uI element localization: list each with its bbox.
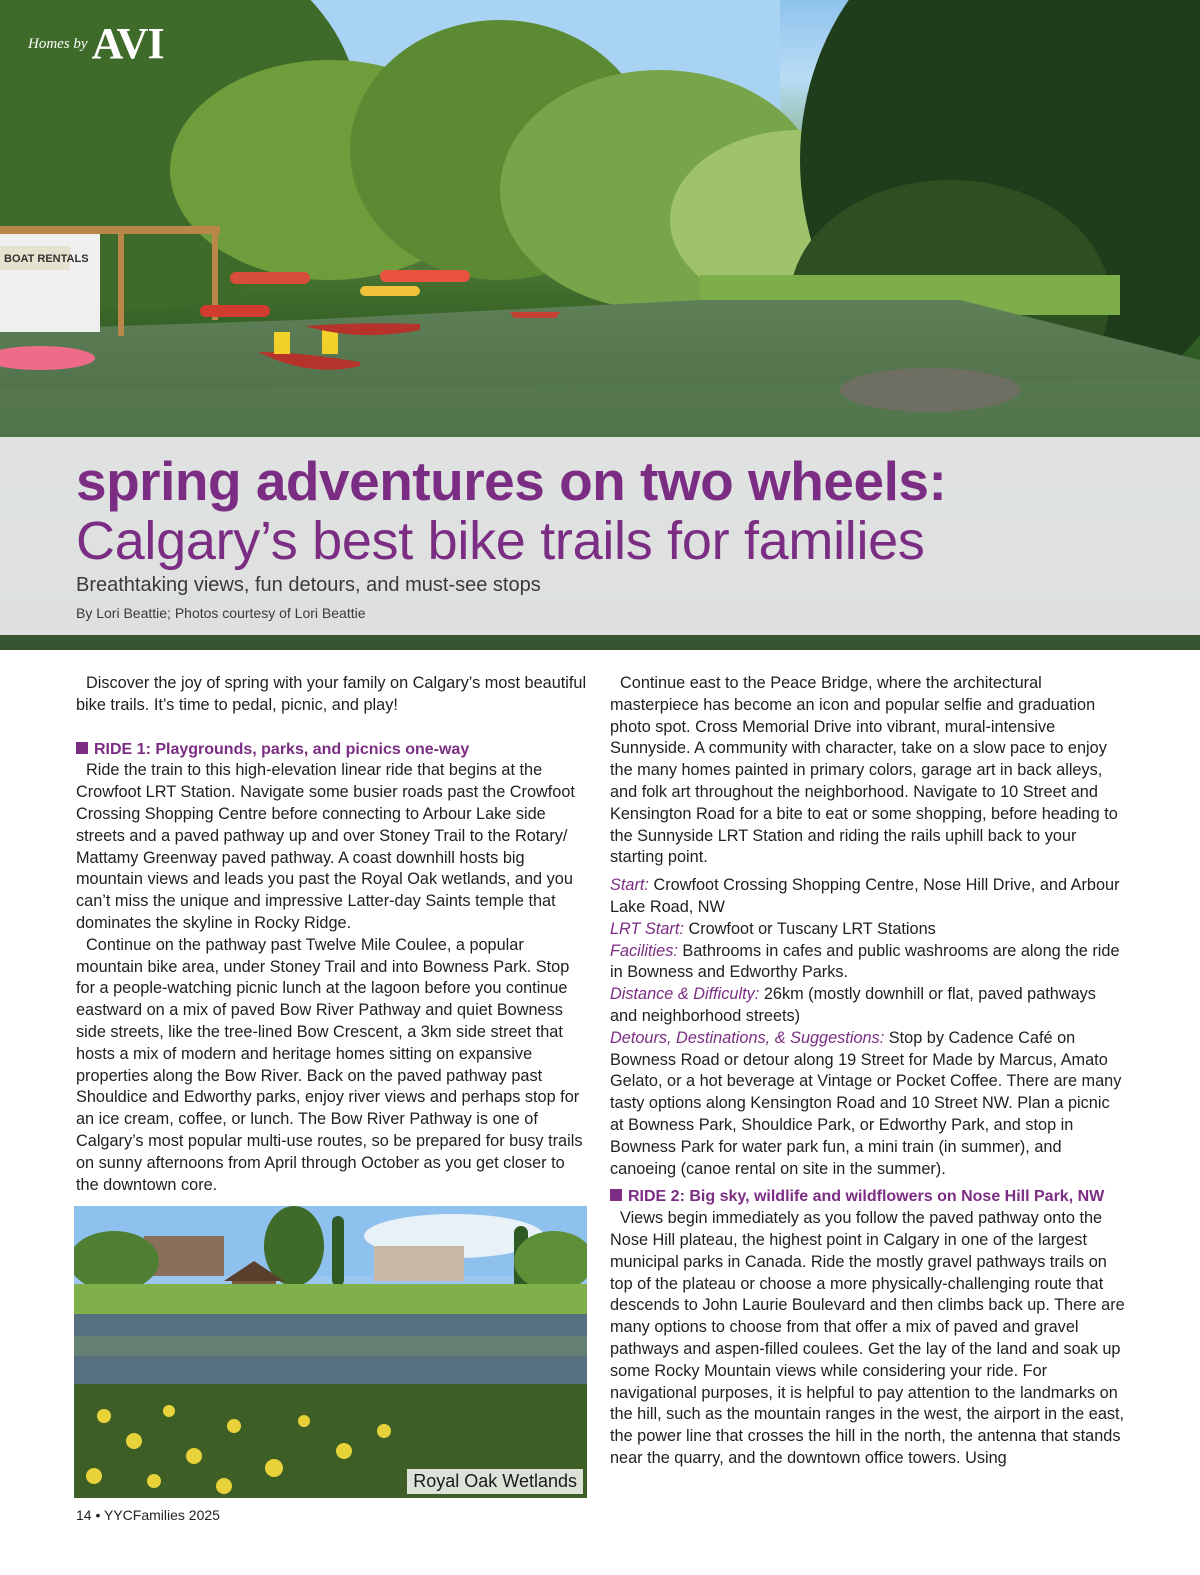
article-byline: By Lori Beattie; Photos courtesy of Lori Beattie	[76, 605, 366, 621]
fact-text: 26km (mostly downhill or flat, paved pathways and neighborhood streets)	[610, 985, 1096, 1025]
ride1-paragraph-1: Ride the train to this high-elevation linear ride that begins at the Crowfoot LRT Station. Navigate some busier roads past the Crowfoot Crossing Shopping Centre before connecting to Arbour Lake side streets and a paved pathway up and over Stoney Trail to the Rotary/ Mattamy Greenway paved pathway. A coast downhill hosts big mountain views and leads you past the Royal Oak wetlands, and you can’t miss the unique and impressive Latter-day Saints temple that dominates the skyline in Rocky Ridge.	[76, 761, 575, 932]
ride2-heading	[610, 1186, 1126, 1208]
fact-start	[610, 875, 1126, 919]
intro-paragraph: Discover the joy of spring with your family on Calgary’s most beautiful bike trails. It’s time to pedal, picnic, and play!	[76, 674, 587, 714]
fact-label: Distance & Difficulty:	[610, 985, 760, 1004]
fact-label: Detours, Destinations, & Suggestions:	[610, 1028, 885, 1047]
homes-by-avi-logo	[28, 18, 164, 69]
royal-oak-wetlands-photo	[74, 1206, 587, 1498]
ride2-heading-text: RIDE 2: Big sky, wildlife and wildflowers on Nose Hill Park, NW	[628, 1188, 1105, 1206]
fact-text: Crowfoot or Tuscany LRT Stations	[688, 919, 936, 938]
fact-facilities	[610, 941, 1126, 985]
fact-text: Stop by Cadence Café on Bowness Road or detour along 19 Street for Made by Marcus, Amato Gelato, or a hot beverage at Vintage or Pocket Coffee. There are many tasty options along Kensington Road and 10 Street NW. Plan a picnic at Bowness Park, Shouldice Park, or Edworthy Park, and stop in Bowness Park for water park fun, a mini train (in summer), and canoeing (canoe rental on site in the summer).	[610, 1028, 1122, 1178]
left-column	[76, 673, 588, 1196]
logo-brand: AVI	[91, 19, 164, 68]
fact-text: Crowfoot Crossing Shopping Centre, Nose Hill Drive, and Arbour Lake Road, NW	[610, 876, 1120, 916]
fact-detours	[610, 1028, 1126, 1181]
fact-distance-difficulty	[610, 984, 1126, 1028]
heading-square-icon	[76, 742, 88, 754]
fact-label: Start:	[610, 876, 649, 895]
right-paragraph-1: Continue east to the Peace Bridge, where the architectural masterpiece has become an icon and popular selfie and graduation photo spot. Cross Memorial Drive into vibrant, mural-intensive Sunnyside. A community with character, take on a slow pace to enjoy the many homes painted in primary colors, garage art in back alleys, and folk art throughout the neighborhood. Navigate to 10 Street and Kensington Road for a bite to eat or some shopping, before heading to the Sunnyside LRT Station and riding the rails uphill back to your starting point.	[610, 674, 1118, 867]
article-subtitle: Breathtaking views, fun detours, and must-see stops	[76, 574, 541, 596]
article-title-line2: Calgary’s best bike trails for families	[76, 511, 925, 571]
ride1-heading-text: RIDE 1: Playgrounds, parks, and picnics one-way	[94, 740, 470, 758]
article-title-line1: spring adventures on two wheels:	[76, 450, 947, 512]
fact-label: LRT Start:	[610, 919, 684, 938]
right-column	[610, 673, 1126, 1470]
boat-rentals-sign: BOAT RENTALS	[4, 253, 89, 265]
page-folio: 14 • YYCFamilies 2025	[76, 1507, 220, 1523]
logo-tagline: Homes by	[28, 36, 88, 52]
fact-text: Bathrooms in cafes and public washrooms are along the ride in Bowness and Edworthy Parks.	[610, 941, 1120, 982]
wetlands-scene	[74, 1206, 587, 1498]
heading-square-icon	[610, 1189, 622, 1201]
ride2-paragraph-1: Views begin immediately as you follow the paved pathway onto the Nose Hill plateau, the highest point in Calgary in one of the largest municipal parks in Canada. Ride the mostly gravel pathways trails on top of the plateau or choose a more physically-challenging route that descends to John Laurie Boulevard and then climbs back up. There are many options to choose from that offer a mix of paved and gravel pathways and aspen-filled coulees. Get the lay of the land and soak up some Rocky Mountain views while considering your ride. For navigational purposes, it is helpful to pay attention to the landmarks on the hill, such as the mountain ranges in the west, the airport in the east, the power line that crosses the hill in the north, the antenna that stands near the quarry, and the downtown office towers. Using	[610, 1209, 1125, 1467]
fact-lrt-start	[610, 919, 1126, 941]
photo-caption: Royal Oak Wetlands	[407, 1469, 583, 1494]
ride1-heading	[76, 739, 588, 761]
ride1-paragraph-2: Continue on the pathway past Twelve Mile Coulee, a popular mountain bike area, under Stoney Trail and into Bowness Park. Stop for a people-watching picnic lunch at the lagoon before you continue eastward on a mix of paved Bow River Pathway and quiet Bowness side streets, like the tree-lined Bow Crescent, a 3km side street that hosts a mix of modern and heritage homes sitting on expansive properties along the Bow River. Back on the paved pathway past Shouldice and Edworthy parks, enjoy river views and perhaps stop for an ice cream, coffee, or lunch. The Bow River Pathway is one of Calgary’s most popular multi-use routes, so be prepared for busy trails on sunny afternoons from April through October as you get closer to the downtown core.	[76, 935, 583, 1194]
fact-label: Facilities:	[610, 941, 678, 960]
